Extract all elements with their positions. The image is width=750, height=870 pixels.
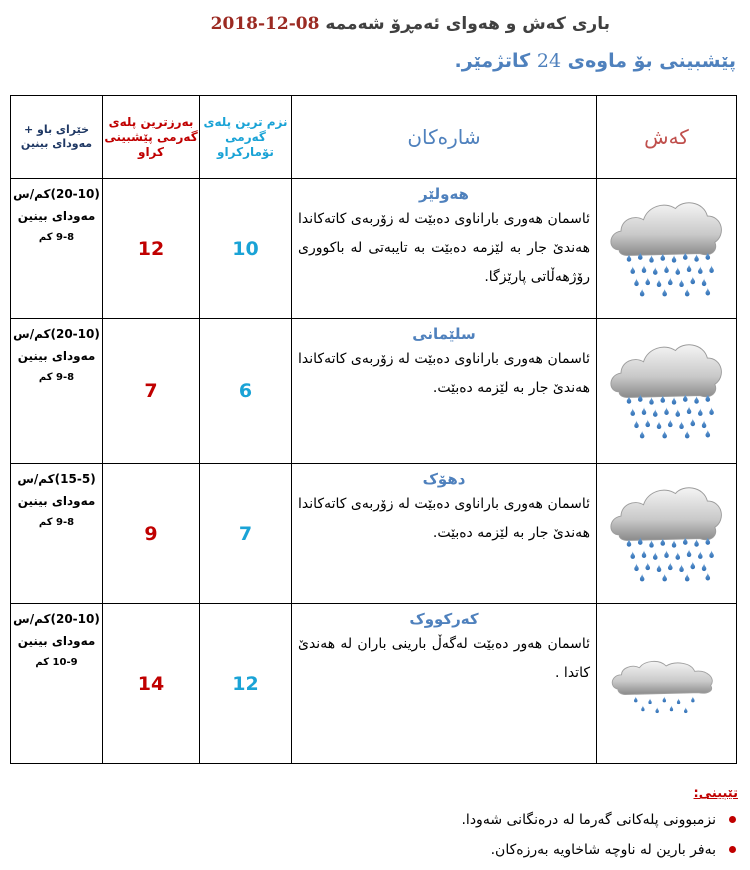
table-row xyxy=(11,604,737,764)
weather-icon-cell xyxy=(597,464,737,604)
min-temp-value: 7 xyxy=(200,464,292,604)
visibility-value: 10-9 کم xyxy=(35,657,78,668)
visibility-label: مەودای بینین xyxy=(17,349,96,363)
city-name: دهۆک xyxy=(422,470,466,488)
max-temp-value: 7 xyxy=(103,319,200,464)
wind-speed: (20-10)کم/س xyxy=(13,187,100,201)
light-rain-cloud-icon xyxy=(609,646,725,718)
notes-title: تێبینی: xyxy=(693,786,738,801)
wind-visibility-cell xyxy=(11,319,103,464)
title-date: 2018-12-08 xyxy=(210,14,320,34)
city-forecast-cell xyxy=(292,604,597,764)
city-forecast-cell xyxy=(292,179,597,319)
forecast-description: ئاسمان هەور دەبێت لەگەڵ بارینی باران لە هەندێ کاتدا . xyxy=(298,636,590,681)
min-temp-value: 10 xyxy=(200,179,292,319)
city-name: کەرکووک xyxy=(409,610,479,628)
max-temp-value: 12 xyxy=(103,179,200,319)
city-forecast-cell xyxy=(292,319,597,464)
visibility-value: 9-8 کم xyxy=(38,232,75,243)
table-row xyxy=(11,319,737,464)
title-text: باری کەش و هەوای ئەمڕۆ شەممە xyxy=(325,14,610,34)
bullet-icon xyxy=(729,816,736,823)
city-name: سلێمانی xyxy=(412,325,476,343)
notes-section xyxy=(238,786,738,865)
header-cities: شارەکان xyxy=(292,96,597,179)
note-text: بەفر بارین لە ناوچە شاخاویە بەرزەکان. xyxy=(490,842,716,858)
forecast-description: ئاسمان هەوری باراناوی دەبێت لە زۆربەی کاتەکاندا هەندێ جار بە لێزمە دەبێت بە تایبەتی لە باکووری رۆژهەڵاتی پارێزگا. xyxy=(298,211,590,285)
weather-icon-cell xyxy=(597,179,737,319)
max-temp-value: 9 xyxy=(103,464,200,604)
notes-list xyxy=(238,805,738,865)
wind-visibility-cell xyxy=(11,179,103,319)
subtitle-text-before: پێشبینی بۆ ماوەی xyxy=(567,50,736,72)
rain-cloud-icon xyxy=(606,195,728,299)
wind-speed: (15-5)کم/س xyxy=(17,472,96,486)
max-temp-value: 14 xyxy=(103,604,200,764)
visibility-label: مەودای بینین xyxy=(17,209,96,223)
table-header-row xyxy=(11,96,737,179)
bullet-icon xyxy=(729,846,736,853)
wind-visibility-cell xyxy=(11,464,103,604)
header-max-temp: بەرزترین پلەی گەرمی پێشبینی کراو xyxy=(103,96,200,179)
header-wind-visibility: خێرای باو + مەودای بینین xyxy=(11,96,103,179)
subtitle-hours: 24 xyxy=(536,50,562,72)
forecast-description: ئاسمان هەوری باراناوی دەبێت لە زۆربەی کاتەکاندا هەندێ جار بە لێزمە دەبێت. xyxy=(298,351,590,396)
header-weather: کەش xyxy=(597,96,737,179)
forecast-description: ئاسمان هەوری باراناوی دەبێت لە زۆربەی کاتەکاندا هەندێ جار بە لێزمە دەبێت. xyxy=(298,496,590,541)
note-text: نزمبوونی پلەکانی گەرما لە درەنگانی شەودا. xyxy=(461,812,716,828)
list-item xyxy=(238,835,716,865)
weather-icon-cell xyxy=(597,604,737,764)
table-row xyxy=(11,179,737,319)
rain-cloud-icon xyxy=(606,480,728,584)
wind-speed: (20-10)کم/س xyxy=(13,327,100,341)
wind-speed: (20-10)کم/س xyxy=(13,612,100,626)
forecast-table xyxy=(10,95,737,764)
wind-visibility-cell xyxy=(11,604,103,764)
page-subtitle xyxy=(455,50,736,72)
header-min-temp: نزم ترین پلەی گەرمی تۆمارکراو xyxy=(200,96,292,179)
visibility-value: 9-8 کم xyxy=(38,372,75,383)
rain-cloud-icon xyxy=(606,337,728,441)
city-forecast-cell xyxy=(292,464,597,604)
visibility-value: 9-8 کم xyxy=(38,517,75,528)
min-temp-value: 6 xyxy=(200,319,292,464)
subtitle-text-after: کاتژمێر. xyxy=(454,50,531,72)
weather-icon-cell xyxy=(597,319,737,464)
page-title xyxy=(203,14,610,34)
table-row xyxy=(11,464,737,604)
min-temp-value: 12 xyxy=(200,604,292,764)
visibility-label: مەودای بینین xyxy=(17,634,96,648)
visibility-label: مەودای بینین xyxy=(17,494,96,508)
city-name: هەولێر xyxy=(419,185,469,203)
list-item xyxy=(238,805,716,835)
